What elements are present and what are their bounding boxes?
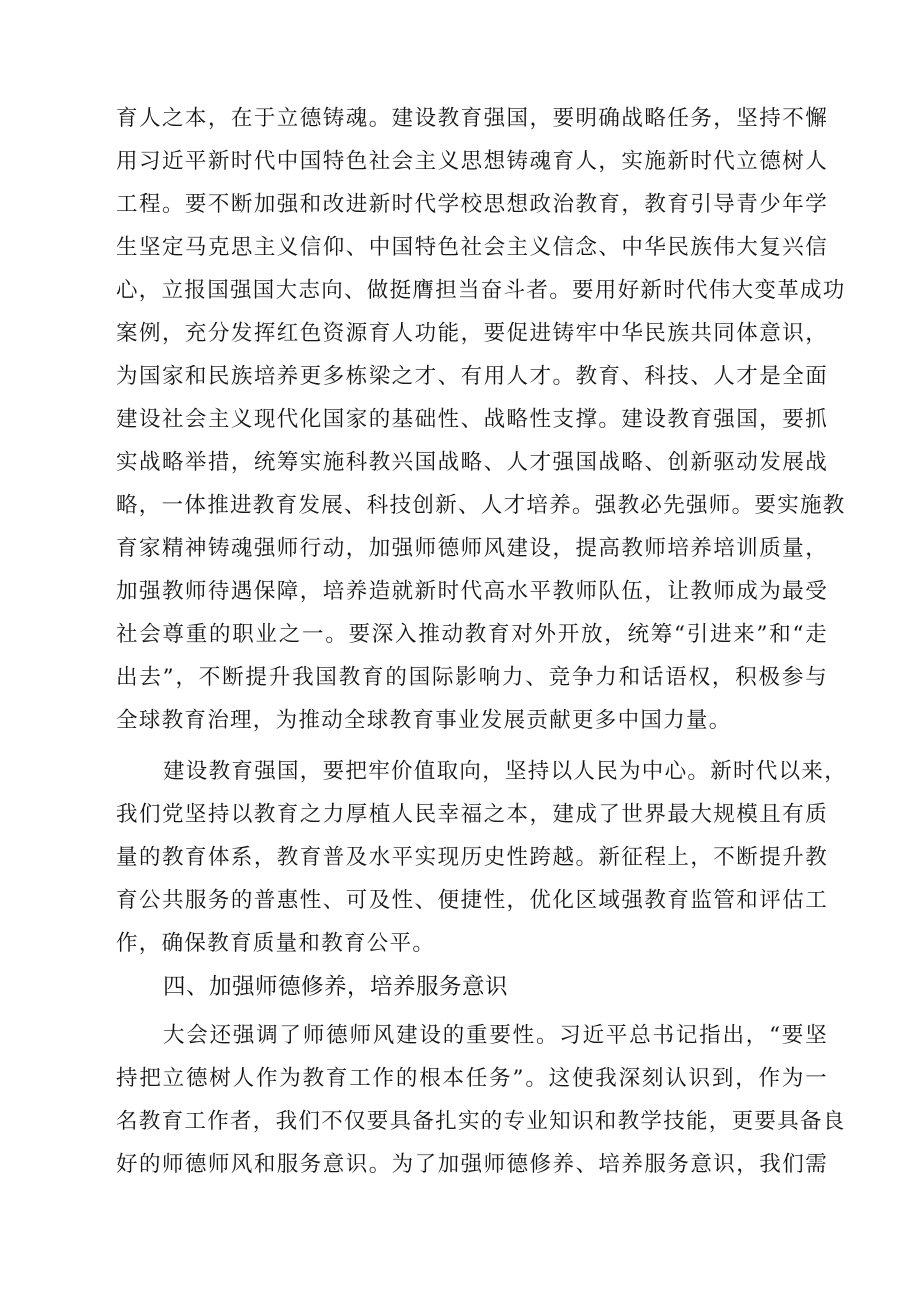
paragraph-2-line: 作，确保教育质量和教育公平。 xyxy=(116,931,436,956)
paragraph-1-line: 用习近平新时代中国特色社会主义思想铸魂育人，实施新时代立德树人 xyxy=(116,149,828,174)
paragraph-2-line: 量的教育体系，教育普及水平实现历史性跨越。新征程上，不断提升教 xyxy=(116,845,828,870)
paragraph-3-line: 好的师德师风和服务意识。为了加强师德修养、培养服务意识，我们需 xyxy=(116,1152,828,1177)
paragraph-3-line: 名教育工作者，我们不仅要具备扎实的专业知识和教学技能，更要具备良 xyxy=(116,1109,846,1134)
paragraph-1-line: 为国家和民族培养更多栋梁之才、有用人才。教育、科技、人才是全面 xyxy=(116,364,828,389)
paragraph-1-line: 略，一体推进教育发展、科技创新、人才培养。强教必先强师。要实施教 xyxy=(116,493,846,518)
paragraph-1-line: 育人之本，在于立德铸魂。建设教育强国，要明确战略任务，坚持不懈 xyxy=(116,106,828,131)
paragraph-2-line: 育公共服务的普惠性、可及性、便捷性，优化区域强教育监管和评估工 xyxy=(116,888,828,913)
paragraph-1-line: 生坚定马克思主义信仰、中国特色社会主义信念、中华民族伟大复兴信 xyxy=(116,235,828,260)
paragraph-3-line: 持把立德树人作为教育工作的根本任务”。这使我深刻认识到，作为一 xyxy=(116,1066,828,1091)
paragraph-1-line: 心，立报国强国大志向、做挺膺担当奋斗者。要用好新时代伟大变革成功 xyxy=(116,278,846,303)
paragraph-1-line: 案例，充分发挥红色资源育人功能，要促进铸牢中华民族共同体意识， xyxy=(116,321,828,346)
paragraph-3-line: 大会还强调了师德师风建设的重要性。习近平总书记指出，“要坚 xyxy=(163,1023,828,1048)
paragraph-1-line: 加强教师待遇保障，培养造就新时代高水平教师队伍，让教师成为最受 xyxy=(116,579,828,604)
section-heading: 四、加强师德修养，培养服务意识 xyxy=(163,974,509,1000)
paragraph-1-line: 出去”，不断提升我国教育的国际影响力、竞争力和话语权，积极参与 xyxy=(116,665,828,690)
paragraph-1-line: 建设社会主义现代化国家的基础性、战略性支撑。建设教育强国，要抓 xyxy=(116,407,828,432)
paragraph-2-line: 我们党坚持以教育之力厚植人民幸福之本，建成了世界最大规模且有质 xyxy=(116,802,828,827)
paragraph-1-line: 实战略举措，统筹实施科教兴国战略、人才强国战略、创新驱动发展战 xyxy=(116,450,828,475)
paragraph-2-line: 建设教育强国，要把牢价值取向，坚持以人民为中心。新时代以来， xyxy=(163,759,848,784)
paragraph-1-line: 社会尊重的职业之一。要深入推动教育对外开放，统筹“引进来”和“走 xyxy=(116,622,828,647)
paragraph-1-line: 育家精神铸魂强师行动，加强师德师风建设，提高教师培养培训质量， xyxy=(116,536,828,561)
paragraph-1-line: 工程。要不断加强和改进新时代学校思想政治教育，教育引导青少年学 xyxy=(116,192,828,217)
paragraph-1-line: 全球教育治理，为推动全球教育事业发展贡献更多中国力量。 xyxy=(116,708,732,733)
